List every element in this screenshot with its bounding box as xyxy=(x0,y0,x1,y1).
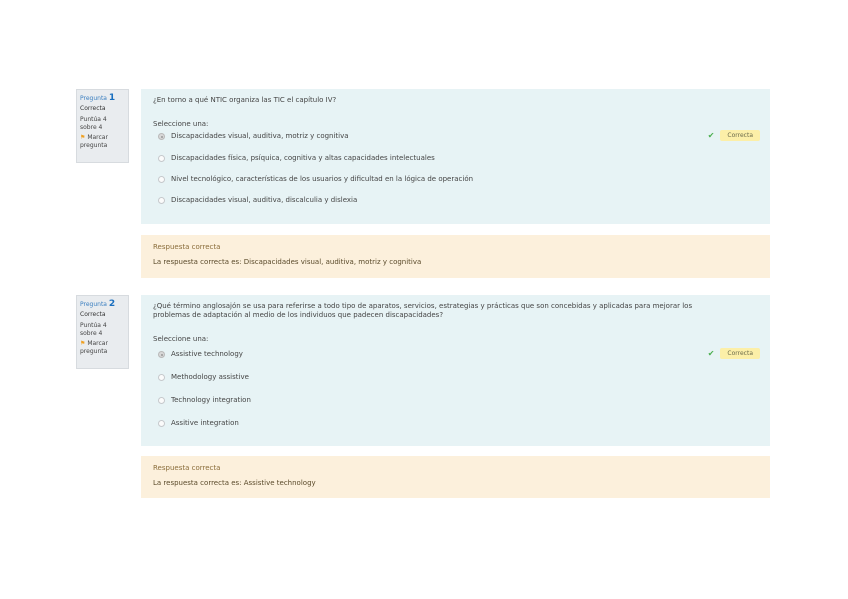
question-number xyxy=(80,94,125,103)
answer-label[interactable]: Technology integration xyxy=(171,396,251,404)
outcome-text: La respuesta correcta es: Discapacidades visual, auditiva, motriz y cognitiva xyxy=(153,258,422,266)
answer-option[interactable] xyxy=(158,154,760,166)
answer-label[interactable]: Methodology assistive xyxy=(171,373,249,381)
flag-label: Marcar pregunta xyxy=(80,134,108,149)
answer-option[interactable] xyxy=(158,196,760,208)
correct-feedback xyxy=(708,130,760,141)
flag-icon: ⚑ xyxy=(80,340,86,347)
question-number-value: 1 xyxy=(108,93,116,103)
question-grade: Puntúa 4 sobre 4 xyxy=(80,116,107,131)
question-outcome xyxy=(141,235,770,278)
radio-button[interactable] xyxy=(158,197,165,204)
question-number xyxy=(80,300,125,309)
question-outcome xyxy=(141,456,770,498)
correct-feedback xyxy=(708,348,760,359)
radio-button[interactable] xyxy=(158,397,165,404)
radio-button[interactable] xyxy=(158,176,165,183)
radio-button[interactable] xyxy=(158,155,165,162)
answer-label[interactable]: Discapacidades visual, auditiva, motriz y cognitiva xyxy=(171,132,349,140)
answer-option[interactable] xyxy=(158,396,760,408)
question-formulation xyxy=(141,89,770,224)
outcome-title: Respuesta correcta xyxy=(153,464,221,472)
question-info xyxy=(76,295,129,369)
question-number-value: 2 xyxy=(108,299,116,309)
radio-button[interactable] xyxy=(158,374,165,381)
answer-option[interactable] xyxy=(158,350,760,362)
question-label: Pregunta xyxy=(80,301,107,308)
answer-label[interactable]: Discapacidades física, psíquica, cognitiva y altas capacidades intelectuales xyxy=(171,154,435,162)
question-grade: Puntúa 4 sobre 4 xyxy=(80,322,107,337)
flag-icon: ⚑ xyxy=(80,134,86,141)
correct-badge: Correcta xyxy=(720,348,760,359)
answer-label[interactable]: Assitive integration xyxy=(171,419,239,427)
answer-prompt: Seleccione una: xyxy=(153,335,209,343)
answer-option[interactable] xyxy=(158,419,760,431)
radio-button[interactable] xyxy=(158,133,165,140)
correct-badge: Correcta xyxy=(720,130,760,141)
question-info xyxy=(76,89,129,163)
flag-label: Marcar pregunta xyxy=(80,340,108,355)
answer-label[interactable]: Assistive technology xyxy=(171,350,243,358)
flag-question-link[interactable] xyxy=(80,134,125,150)
check-icon: ✔ xyxy=(707,349,715,358)
question-state: Correcta xyxy=(80,311,106,318)
answer-label[interactable]: Nivel tecnológico, características de los usuarios y dificultad en la lógica de operación xyxy=(171,175,474,183)
question-label: Pregunta xyxy=(80,95,107,102)
flag-question-link[interactable] xyxy=(80,340,125,356)
answer-option[interactable] xyxy=(158,175,760,187)
outcome-text: La respuesta correcta es: Assistive technology xyxy=(153,479,316,487)
answer-label[interactable]: Discapacidades visual, auditiva, discalculia y dislexia xyxy=(171,196,358,204)
answer-option[interactable] xyxy=(158,132,760,144)
outcome-title: Respuesta correcta xyxy=(153,243,221,251)
question-formulation xyxy=(141,295,770,446)
answer-prompt: Seleccione una: xyxy=(153,120,209,128)
answer-option[interactable] xyxy=(158,373,760,385)
question-text: ¿En torno a qué NTIC organiza las TIC el capítulo IV? xyxy=(153,96,337,104)
radio-button[interactable] xyxy=(158,351,165,358)
radio-button[interactable] xyxy=(158,420,165,427)
check-icon: ✔ xyxy=(707,131,715,140)
question-state: Correcta xyxy=(80,105,106,112)
question-text: ¿Qué término anglosajón se usa para referirse a todo tipo de aparatos, servicios, estrategias y prácticas que son concebidas y aplicadas para mejorar los problemas de adaptación al medio de los individuos que padecen discapacidades? xyxy=(153,302,693,319)
